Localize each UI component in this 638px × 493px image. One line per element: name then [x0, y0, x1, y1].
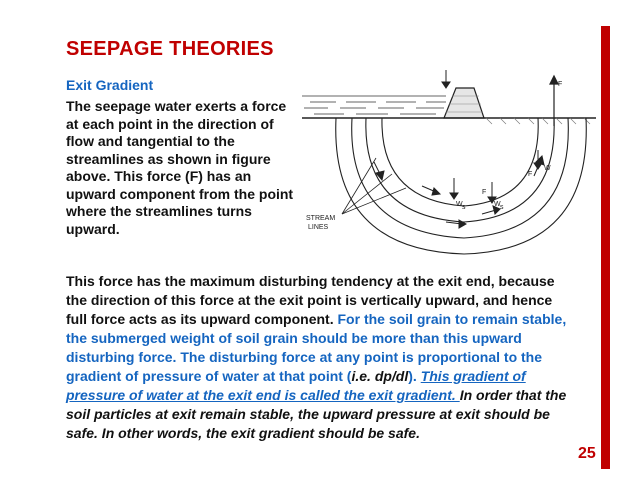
- seepage-diagram: [296, 66, 598, 264]
- slide-title: SEEPAGE THEORIES: [66, 38, 274, 60]
- accent-bar: [601, 26, 610, 469]
- label-pointers: [342, 158, 406, 214]
- body-part-4: ).: [408, 368, 421, 384]
- stream-label-2: LINES: [308, 224, 329, 231]
- stream-lines: [336, 118, 587, 254]
- body-part-3: i.e. dp/dl: [351, 368, 409, 384]
- body-part-1: This force has the maximum disturbing tendency at the exit end, because the direction of this force at the exit point is vertically upward, and hence full force acts as its upward component.: [66, 273, 555, 327]
- force-label: F: [482, 189, 487, 196]
- w-label: W: [544, 165, 551, 172]
- weight-label-2: W: [494, 201, 501, 208]
- flow-arrows: [374, 156, 544, 228]
- upstream-water: [302, 96, 446, 114]
- weight-sub-1: s: [462, 204, 466, 211]
- intro-paragraph: The seepage water exerts a force at each point in the direction of flow and tangential to the streamlines as shown in figure above. This force (F) has an upward component from the point where the streamlines turns upward.: [66, 98, 294, 237]
- body-part-2: For the soil grain to remain stable, the submerged weight of soil grain should be more than this upward disturbing force. The disturbing force at any point is proportional to the gradient of pressure of water at that point (: [66, 311, 567, 384]
- seepage-figure: [296, 66, 598, 264]
- body-part-5: This gradient of pressure of water at the exit end is called the exit gradient.: [66, 368, 526, 403]
- slide-subtitle: Exit Gradient: [66, 77, 154, 93]
- weight-label-1: W: [456, 201, 463, 208]
- fw-label: F: [528, 171, 533, 178]
- force-label-upper: F: [558, 81, 563, 88]
- stream-label-1: STREAM: [306, 215, 336, 222]
- body-paragraph: [66, 272, 571, 443]
- weight-sub-2: s: [500, 204, 504, 211]
- page-number: 25: [578, 445, 596, 462]
- dam-body: [444, 88, 484, 118]
- load-arrow: [442, 70, 450, 88]
- body-part-6: In order that the soil particles at exit remain stable, the upward pressure at exit should be safe. In other words, the exit gradient should be safe.: [66, 387, 567, 441]
